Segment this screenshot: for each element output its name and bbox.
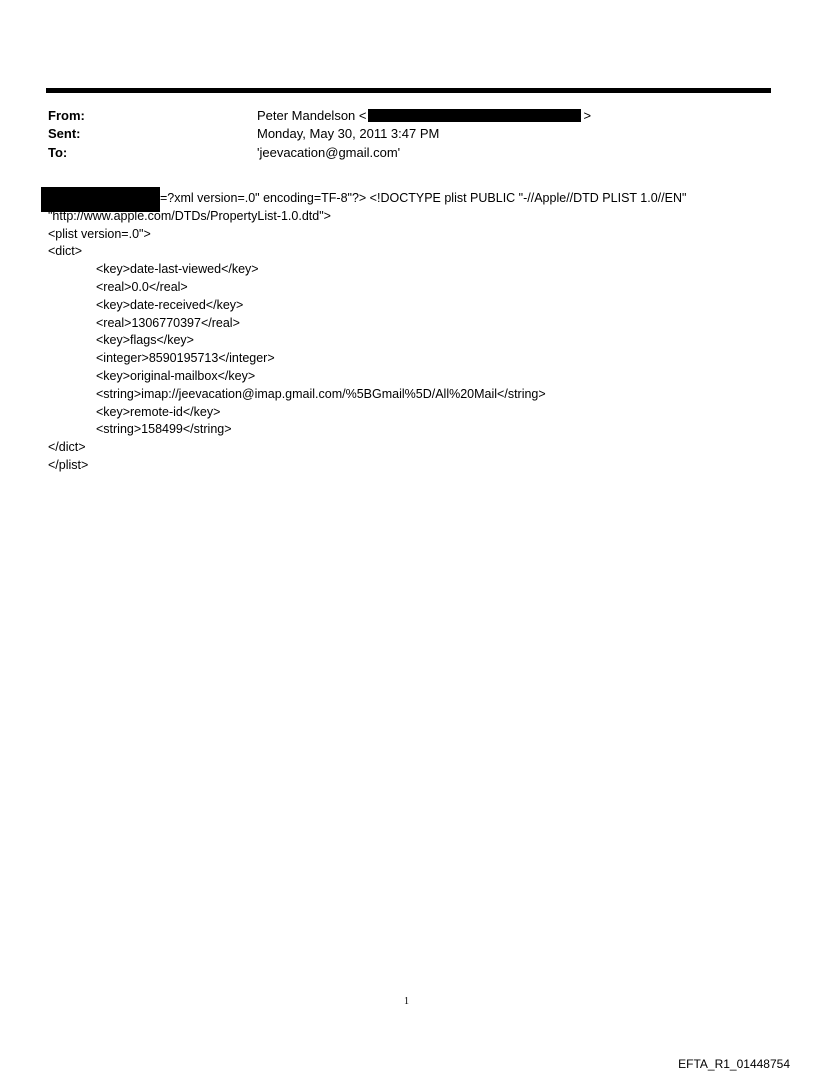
body-line: <string>imap://jeevacation@imap.gmail.com/%5BGmail%5D/All%20Mail</string>	[96, 386, 546, 401]
body-line: <key>flags</key>	[96, 333, 194, 348]
body-line: <key>date-received</key>	[96, 297, 244, 312]
body-line: "http://www.apple.com/DTDs/PropertyList-1.0.dtd">	[48, 208, 331, 223]
from-value	[257, 108, 591, 124]
sent-value: Monday, May 30, 2011 3:47 PM	[257, 126, 440, 141]
body-line: </plist>	[48, 457, 89, 472]
email-body	[48, 190, 768, 475]
sent-label: Sent:	[48, 126, 81, 141]
body-line: <key>date-last-viewed</key>	[96, 262, 259, 277]
body-line: <real>0.0</real>	[96, 279, 188, 294]
body-line: =?xml version=.0" encoding=TF-8"?> <!DOCTYPE plist PUBLIC "-//Apple//DTD PLIST 1.0//EN"	[160, 191, 687, 205]
body-line: <key>remote-id</key>	[96, 404, 221, 419]
header-rule	[46, 88, 771, 93]
body-line: <real>1306770397</real>	[96, 315, 240, 330]
redaction-box	[368, 109, 581, 122]
bates-number: EFTA_R1_01448754	[678, 1057, 790, 1071]
body-line: <key>original-mailbox</key>	[96, 368, 256, 383]
body-line: </dict>	[48, 440, 86, 455]
body-line: <integer>8590195713</integer>	[96, 351, 275, 366]
from-name: Peter Mandelson <	[257, 108, 367, 123]
from-label: From:	[48, 108, 85, 123]
page-number: 1	[404, 996, 409, 1007]
body-line: <plist version=.0">	[48, 226, 151, 241]
to-value: 'jeevacation@gmail.com'	[257, 145, 401, 160]
from-close: >	[583, 108, 592, 123]
body-line: <dict>	[48, 244, 83, 259]
to-label: To:	[48, 145, 68, 160]
body-line: <string>158499</string>	[96, 422, 232, 437]
